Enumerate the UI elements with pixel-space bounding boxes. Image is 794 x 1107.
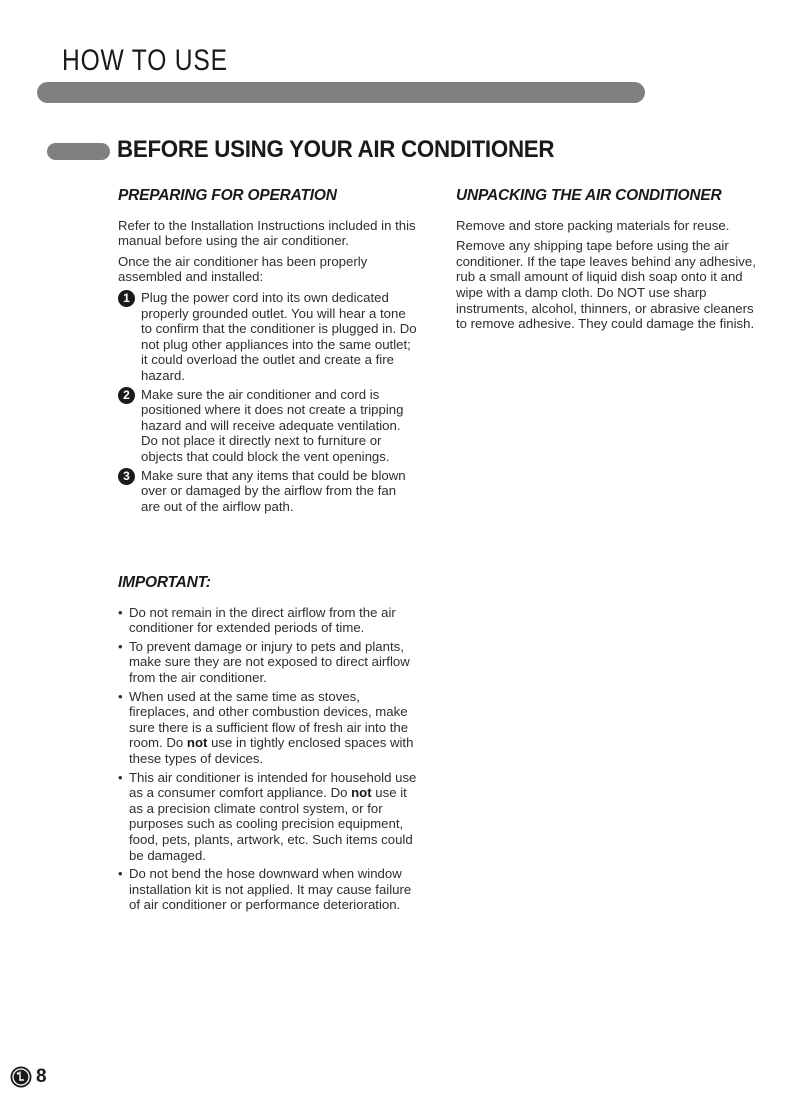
section-title: HOW TO USE [62, 44, 228, 77]
bullet-icon: • [118, 638, 123, 654]
bullet-text: Do not remain in the direct airflow from the air conditioner for extended periods of time. [129, 604, 396, 636]
preparing-intro-1: Refer to the Installation Instructions included in this manual before using the air conditioner. [118, 217, 416, 249]
preparing-section [118, 188, 418, 517]
step-text: Make sure the air conditioner and cord is positioned where it does not create a tripping hazard and will receive adequate ventilation. Do not place it directly next to furniture or objects that could block the vent openings. [141, 386, 404, 464]
bullet-text: This air conditioner is intended for household use as a consumer comfort appliance. Do not use it as a precision climate control system, or for purposes such as cooling precision equipment, food, pets, plants, artwork, etc. Such items could be damaged. [129, 769, 417, 863]
bullet-item [118, 770, 418, 864]
unpacking-paragraph-1: Remove and store packing materials for reuse. [456, 217, 730, 233]
step-item [118, 468, 418, 515]
step-text: Make sure that any items that could be blown over or damaged by the airflow from the fan are out of the airflow path. [141, 467, 406, 514]
emphasis-not: not [351, 785, 372, 801]
page-heading: BEFORE USING YOUR AIR CONDITIONER [117, 136, 555, 163]
step-item [118, 290, 418, 384]
step-number-badge: 1 [118, 290, 135, 307]
unpacking-paragraph-2: Remove any shipping tape before using the air conditioner. If the tape leaves behind any adhesive, rub a small amount of liquid dish soap onto it and wipe with a damp cloth. Do NOT use sharp instruments, alcohol, thinners, or abrasive cleaners to remove adhesive. They could damage the finish. [456, 238, 756, 332]
bullet-icon: • [118, 604, 123, 620]
step-item [118, 387, 418, 465]
emphasis-not: not [186, 735, 208, 751]
unpacking-title: UNPACKING THE AIR CONDITIONER [456, 187, 722, 204]
step-text: Plug the power cord into its own dedicated properly grounded outlet. You will hear a tone to confirm that the conditioner is plugged in. Do not plug other appliances into the same outlet; it could overload the outlet and create a fire hazard. [141, 289, 417, 383]
unpacking-section [456, 188, 756, 337]
lg-logo-icon [10, 1066, 32, 1088]
bullet-item [118, 866, 418, 913]
bullet-text: To prevent damage or injury to pets and plants, make sure they are not exposed to direct airflow from the air conditioner. [129, 638, 410, 685]
bullet-text: When used at the same time as stoves, fireplaces, and other combustion devices, make sure there is a sufficient flow of fresh air into the room. Do not use in tightly enclosed spaces with these types of devices. [129, 688, 414, 766]
heading-pill-decoration [47, 143, 110, 160]
step-number-badge: 2 [118, 387, 135, 404]
header-divider-bar [37, 82, 645, 103]
important-title: IMPORTANT: [118, 574, 211, 591]
preparing-intro-2: Once the air conditioner has been properly assembled and installed: [118, 253, 368, 285]
bullet-text: Do not bend the hose downward when window installation kit is not applied. It may cause failure of air conditioner or performance deterioration. [129, 866, 412, 913]
bullet-item [118, 689, 418, 767]
bullet-item [118, 605, 418, 636]
bullet-icon: • [118, 866, 123, 882]
page-footer [10, 1066, 47, 1088]
bullet-icon: • [118, 688, 123, 704]
bullet-item [118, 639, 418, 686]
page-number: 8 [36, 1066, 47, 1087]
step-number-badge: 3 [118, 468, 135, 485]
preparing-title: PREPARING FOR OPERATION [118, 187, 337, 204]
bullet-icon: • [118, 769, 123, 785]
important-section [118, 575, 418, 916]
